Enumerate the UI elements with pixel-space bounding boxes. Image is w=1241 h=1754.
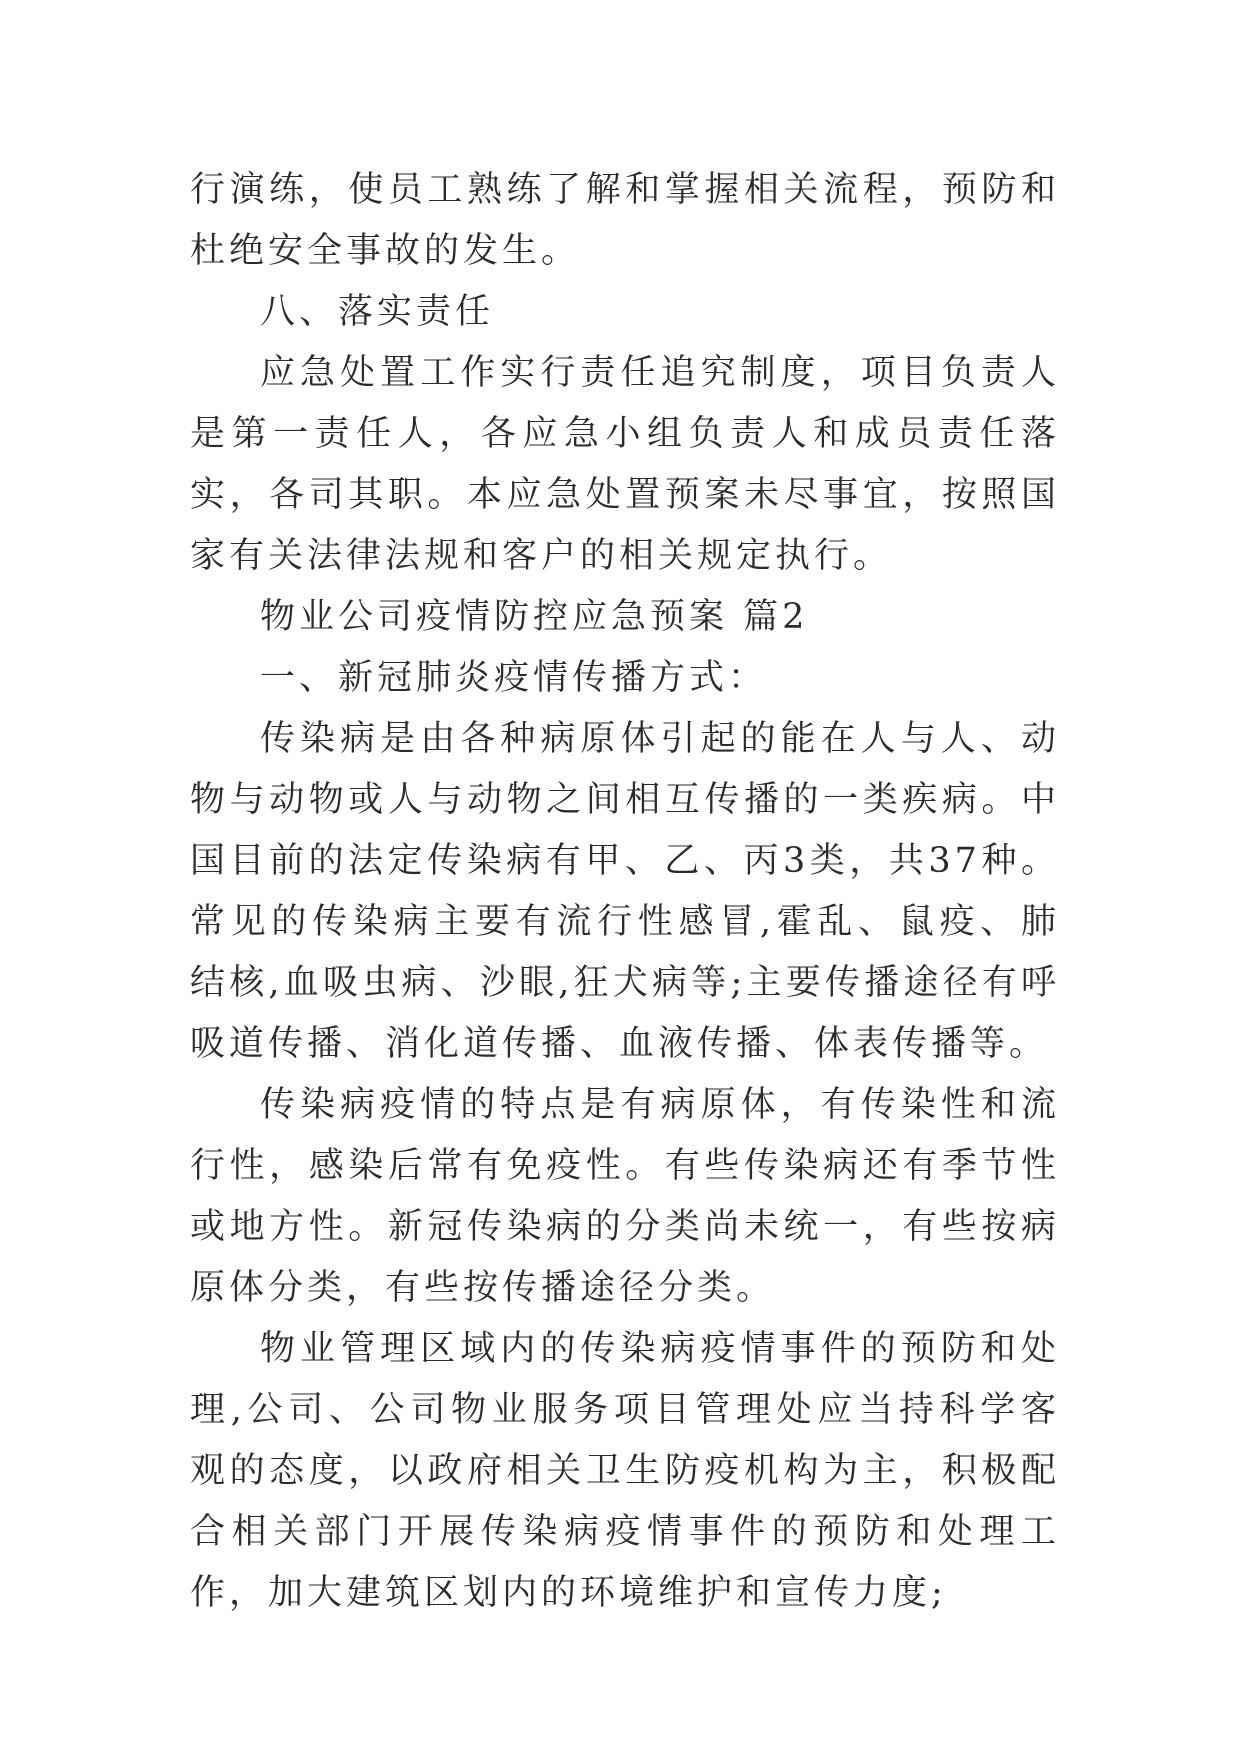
document-title-part-2: 物业公司疫情防控应急预案 篇2 (260, 597, 809, 637)
paragraph-responsibility: 应急处置工作实行责任追究制度，项目负责人是第一责任人，各应急小组负责人和成员责任落实，各司其职。本应急处置预案未尽事宜，按照国家有关法律法规和客户的相关规定执行。 (190, 353, 1060, 576)
paragraph-continuation: 行演练，使员工熟练了解和掌握相关流程，预防和杜绝安全事故的发生。 (190, 170, 1060, 271)
section-heading-one: 一、新冠肺炎疫情传播方式： (260, 658, 768, 698)
section-heading-eight: 八、落实责任 (260, 292, 495, 332)
document-body (190, 160, 1060, 1624)
paragraph-infectious-disease: 传染病是由各种病原体引起的能在人与人、动物与动物或人与动物之间相互传播的一类疾病。中国目前的法定传染病有甲、乙、丙3类，共37种。常见的传染病主要有流行性感冒,霍乱、鼠疫、肺结核,血吸虫病、沙眼,狂犬病等;主要传播途径有呼吸道传播、消化道传播、血液传播、体表传播等。 (190, 719, 1060, 1064)
paragraph-property-management: 物业管理区域内的传染病疫情事件的预防和处理,公司、公司物业服务项目管理处应当持科学客观的态度，以政府相关卫生防疫机构为主，积极配合相关部门开展传染病疫情事件的预防和处理工作，加大建筑区划内的环境维护和宣传力度; (190, 1329, 1060, 1613)
paragraph-epidemic-features: 传染病疫情的特点是有病原体，有传染性和流行性，感染后常有免疫性。有些传染病还有季节性或地方性。新冠传染病的分类尚未统一，有些按病原体分类，有些按传播途径分类。 (190, 1085, 1060, 1308)
